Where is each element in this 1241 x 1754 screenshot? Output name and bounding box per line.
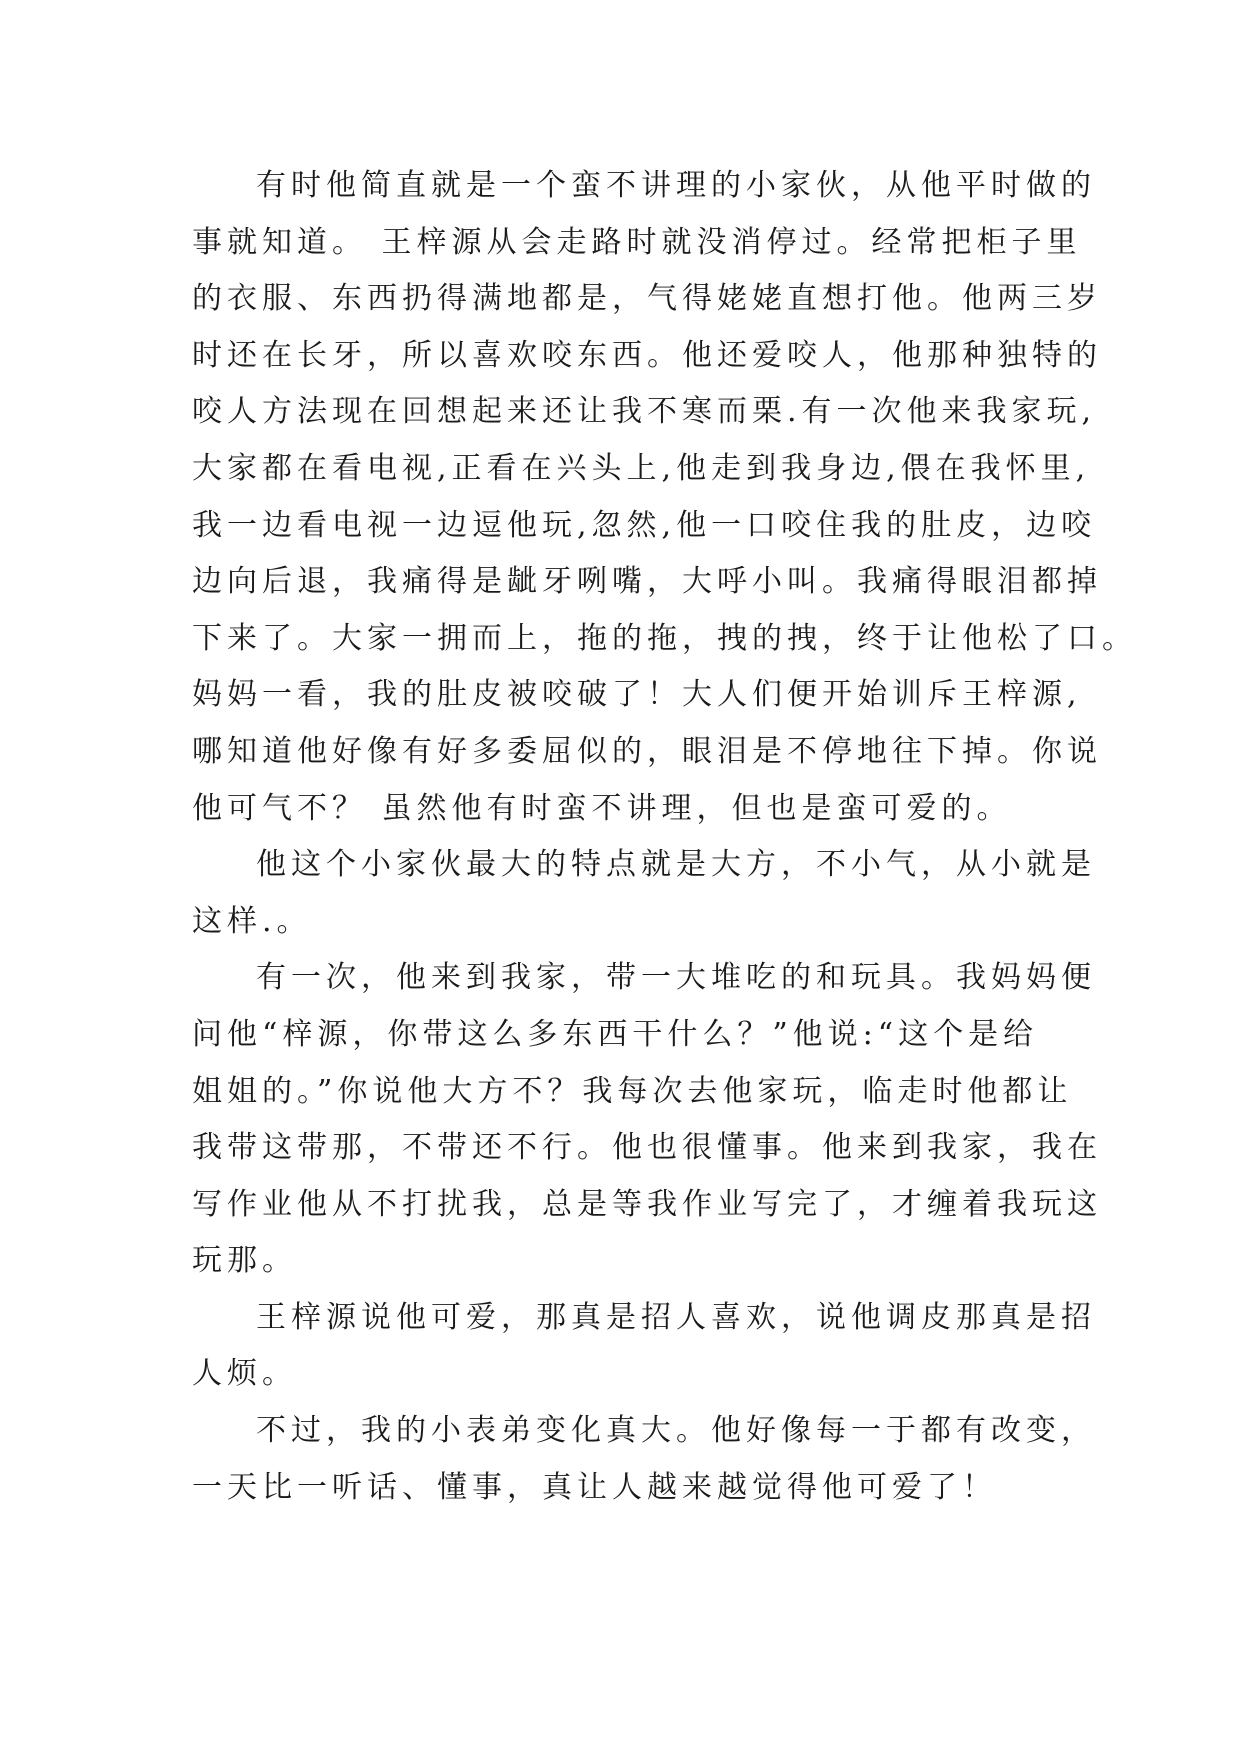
text-line: 写作业他从不打扰我，总是等我作业写完了，才缠着我玩这	[192, 1186, 1102, 1222]
text-line: 姐姐的。”你说他大方不？我每次去他家玩，临走时他都让	[192, 1073, 1073, 1109]
text-line: 我一边看电视一边逗他玩,忽然,他一口咬住我的肚皮，边咬	[192, 507, 1097, 543]
text-line: 有一次，他来到我家，带一大堆吃的和玩具。我妈妈便	[256, 960, 1096, 996]
text-line: 人烦。	[192, 1356, 297, 1392]
text-line: 这样.。	[192, 903, 312, 939]
text-line: 咬人方法现在回想起来还让我不寒而栗.有一次他来我家玩,	[192, 394, 1097, 430]
text-line: 时还在长牙，所以喜欢咬东西。他还爱咬人，他那种独特的	[192, 337, 1102, 373]
text-line: 的衣服、东西扔得满地都是，气得姥姥直想打他。他两三岁	[192, 281, 1102, 317]
text-line: 哪知道他好像有好多委屈似的，眼泪是不停地往下掉。你说	[192, 733, 1102, 769]
text-line: 他可气不？ 虽然他有时蛮不讲理，但也是蛮可爱的。	[192, 790, 1012, 826]
text-line: 妈妈一看，我的肚皮被咬破了！大人们便开始训斥王梓源,	[192, 677, 1082, 713]
text-line: 下来了。大家一拥而上，拖的拖，拽的拽，终于让他松了口。	[192, 620, 1137, 656]
text-line: 玩那。	[192, 1243, 297, 1279]
text-line: 一天比一听话、懂事，真让人越来越觉得他可爱了！	[192, 1469, 997, 1505]
text-line: 问他“梓源，你带这么多东西干什么？”他说:“这个是给	[192, 1016, 1039, 1052]
text-line: 不过，我的小表弟变化真大。他好像每一于都有改变，	[256, 1413, 1096, 1449]
text-line: 边向后退，我痛得是龇牙咧嘴，大呼小叫。我痛得眼泪都掉	[192, 564, 1102, 600]
text-line: 大家都在看电视,正看在兴头上,他走到我身边,偎在我怀里,	[192, 450, 1091, 486]
text-line: 王梓源说他可爱，那真是招人喜欢，说他调皮那真是招	[256, 1299, 1096, 1335]
document-body	[192, 158, 1137, 1516]
text-line: 我带这带那，不带还不行。他也很懂事。他来到我家，我在	[192, 1130, 1102, 1166]
text-line: 事就知道。 王梓源从会走路时就没消停过。经常把柜子里	[192, 224, 1082, 260]
text-line: 有时他简直就是一个蛮不讲理的小家伙，从他平时做的	[256, 168, 1096, 203]
text-line: 他这个小家伙最大的特点就是大方，不小气，从小就是	[256, 847, 1096, 883]
